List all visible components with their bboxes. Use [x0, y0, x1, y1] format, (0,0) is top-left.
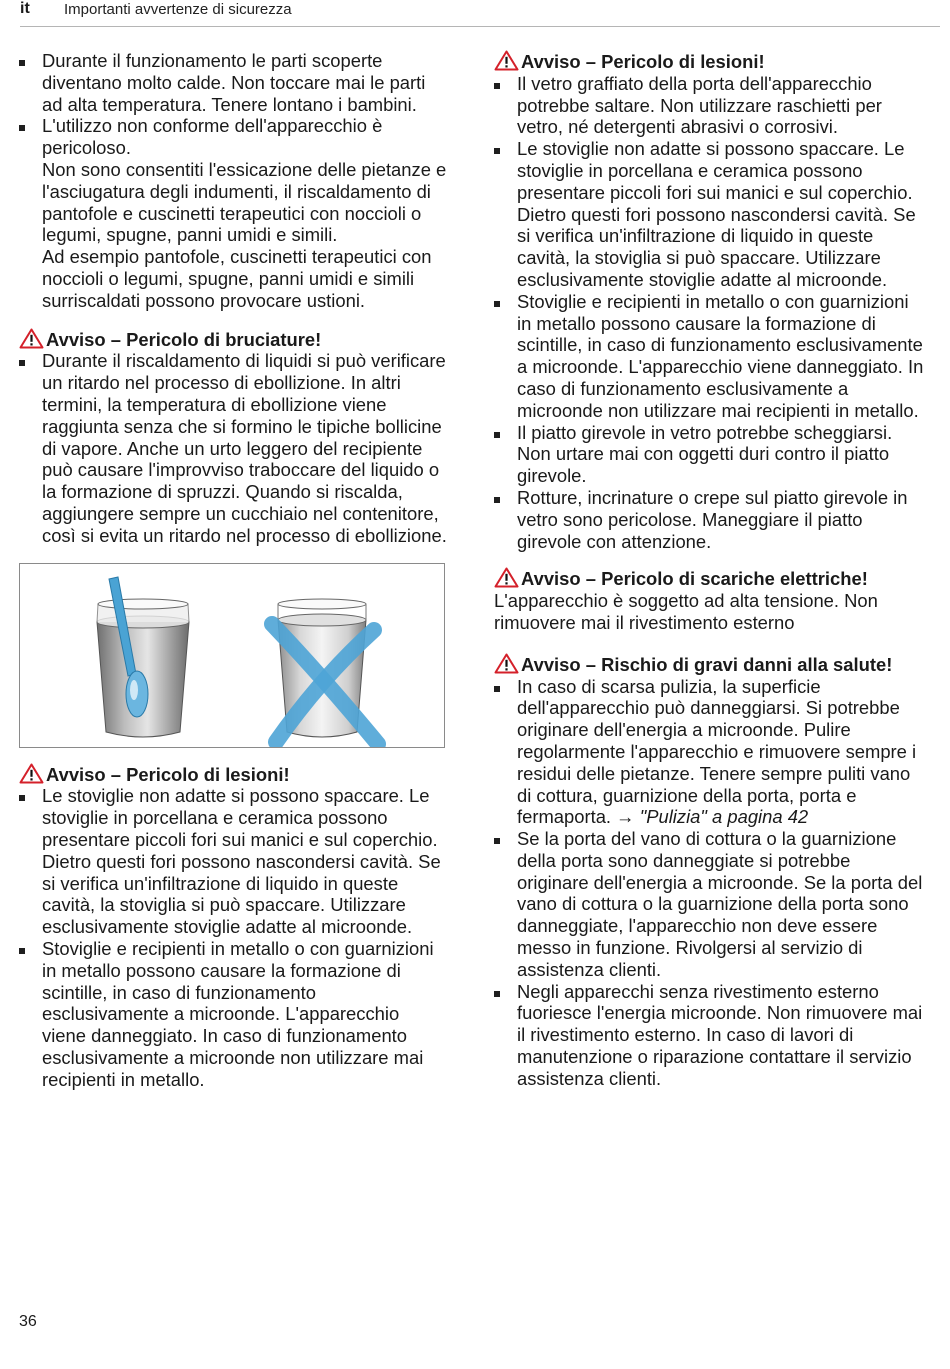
- glass-illustration: [20, 564, 444, 747]
- warning-triangle-icon: [494, 50, 519, 71]
- warning-text: Avviso – Pericolo di lesioni!: [46, 763, 290, 785]
- cross-reference-link[interactable]: "Pulizia" a pagina 42: [639, 806, 809, 828]
- warning-text: Avviso – Rischio di gravi danni alla salute!: [521, 653, 893, 675]
- list-item: L'utilizzo non conforme dell'apparecchio è pericoloso.: [19, 115, 447, 159]
- warning-text: Avviso – Pericolo di scariche elettriche!: [521, 568, 868, 590]
- warning-heading: [19, 328, 447, 351]
- bullet-list: [494, 676, 924, 1090]
- left-column: [19, 50, 447, 1090]
- glass-without-spoon: [272, 599, 378, 744]
- section-title: Importanti avvertenze di sicurezza: [64, 1, 292, 18]
- warning-triangle-icon: [19, 763, 44, 784]
- warning-heading: [494, 50, 924, 73]
- paragraph: L'apparecchio è soggetto ad alta tensione. Non rimuovere mai il rivestimento esterno: [494, 590, 878, 633]
- list-item: Durante il funzionamento le parti scoperte diventano molto calde. Non toccare mai le parti ad alta temperatura. Tenere lontano i bambini.: [19, 50, 447, 115]
- glass-with-spoon: [97, 577, 189, 737]
- list-item: Durante il riscaldamento di liquidi si può verificare un ritardo nel processo di ebollizione. In altri termini, la temperatura di ebollizione viene raggiunta senza che si formino le tipiche bollicine di vapore. Anche un urto leggero del recipiente può causare l'improvviso traboccare del liquido o la formazione di spruzzi. Quando si riscalda, aggiungere sempre un cucchiaio nel contenitore, così si evita un ritardo nel processo di ebollizione.: [19, 350, 447, 546]
- warning-heading: [494, 567, 924, 590]
- page-header: [20, 0, 940, 27]
- list-item: Le stoviglie non adatte si possono spaccare. Le stoviglie in porcellana e ceramica possono presentare piccoli fori sui manici e sul coperchio. Dietro questi fori possono nascondersi cavità. Se si verifica un'infiltrazione di liquido in queste cavità, la stoviglia si può spaccare. Utilizzare esclusivamente stoviglie adatte al microonde.: [494, 138, 924, 291]
- right-column: [494, 50, 924, 1090]
- bullet-list: [19, 50, 447, 159]
- warning-triangle-icon: [494, 653, 519, 674]
- spoon-in-glass-illustration: [19, 563, 445, 748]
- list-item: Il vetro graffiato della porta dell'apparecchio potrebbe saltare. Non utilizzare raschietti per vetro, né detergenti abrasivi o corrosivi.: [494, 73, 924, 138]
- bullet-list: [19, 350, 447, 546]
- language-code: it: [20, 0, 30, 17]
- warning-triangle-icon: [19, 328, 44, 349]
- list-item: [494, 676, 924, 829]
- list-item: Negli apparecchi senza rivestimento esterno fuoriesce l'energia microonde. Non rimuovere mai il rivestimento esterno. In caso di lavori di manutenzione o riparazione contattare il servizio assistenza clienti.: [494, 981, 924, 1090]
- warning-heading: [494, 653, 924, 676]
- list-item-text: In caso di scarsa pulizia, la superficie dell'apparecchio può danneggiarsi. Si potrebbe originare dell'energia a microonde. Pulire regolarmente l'apparecchio e rimuovere sempre i residui delle pietanze. Tenere sempre puliti vano di cottura, guarnizione della porta, porta e fermaporta.: [517, 675, 917, 828]
- paragraph: Ad esempio pantofole, cuscinetti terapeutici con noccioli o legumi, spugne, panni umidi e simili surriscaldati possono provocare ustioni.: [42, 246, 432, 311]
- list-item: Stoviglie e recipienti in metallo o con guarnizioni in metallo possono causare la formazione di scintille, in caso di funzionamento esclusivamente a microonde. L'apparecchio viene danneggiato. In caso di funzionamento esclusivamente a microonde non utilizzare mai recipienti in metallo.: [494, 291, 924, 422]
- bullet-list: [494, 73, 924, 553]
- warning-heading: [19, 763, 447, 786]
- list-item: Il piatto girevole in vetro potrebbe scheggiarsi. Non urtare mai con oggetti duri contro il piatto girevole.: [494, 422, 924, 487]
- page-number: 36: [19, 1313, 37, 1330]
- list-item: Se la porta del vano di cottura o la guarnizione della porta sono danneggiate si potrebbe originare dell'energia a microonde. Se la porta del vano di cottura o la guarnizione della porta sono danneggiate, l'apparecchio non deve essere messo in funzione. Rivolgersi al servizio di assistenza clienti.: [494, 828, 924, 981]
- warning-text: Avviso – Pericolo di bruciature!: [46, 328, 322, 350]
- list-item: Le stoviglie non adatte si possono spaccare. Le stoviglie in porcellana e ceramica possono presentare piccoli fori sui manici e sul coperchio. Dietro questi fori possono nascondersi cavità. Se si verifica un'infiltrazione di liquido in queste cavità, la stoviglia si può spaccare. Utilizzare esclusivamente stoviglie adatte al microonde.: [19, 785, 447, 938]
- list-item: Rotture, incrinature o crepe sul piatto girevole in vetro sono pericolose. Maneggiare il piatto girevole con attenzione.: [494, 487, 924, 552]
- arrow-icon: →: [616, 806, 635, 828]
- bullet-list: [19, 785, 447, 1090]
- paragraph: Non sono consentiti l'essicazione delle pietanze e l'asciugatura degli indumenti, il riscaldamento di pantofole e cuscinetti terapeutici con noccioli o legumi, spugne, panni umidi e simili.: [42, 158, 447, 246]
- warning-triangle-icon: [494, 567, 519, 588]
- list-item: Stoviglie e recipienti in metallo o con guarnizioni in metallo possono causare la formazione di scintille, in caso di funzionamento esclusivamente a microonde. L'apparecchio viene danneggiato. In caso di funzionamento esclusivamente a microonde non utilizzare mai recipienti in metallo.: [19, 938, 447, 1091]
- warning-text: Avviso – Pericolo di lesioni!: [521, 51, 765, 72]
